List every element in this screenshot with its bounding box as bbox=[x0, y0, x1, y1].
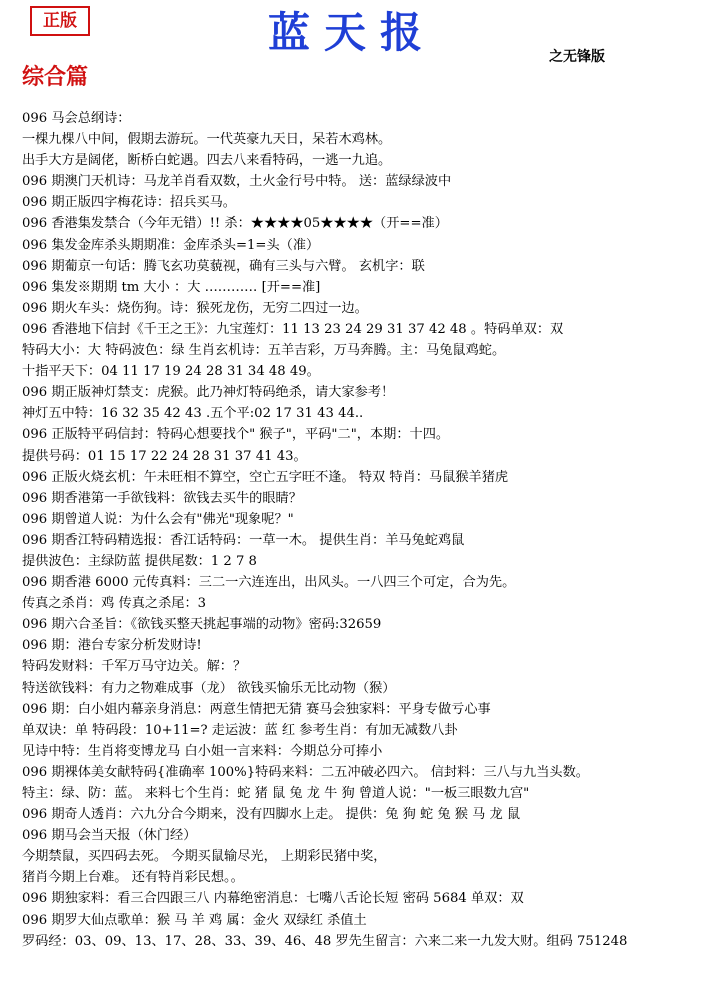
text-line: 传真之杀肖：鸡 传真之杀尾：3 bbox=[22, 596, 207, 612]
text-line: 096 期正版四字梅花诗：招兵买马。 bbox=[22, 195, 236, 211]
text-line: 十指平天下：04 11 17 19 24 28 31 34 48 49。 bbox=[22, 364, 320, 380]
authentic-stamp: 正版 bbox=[30, 6, 90, 36]
text-line: 096 正版特平码信封：特码心想要找个" 猴子"，平码"二"，本期：十四。 bbox=[22, 427, 450, 443]
text-line: 猪肖今期上台难。 还有特肖彩民想。。 bbox=[22, 870, 244, 886]
text-line: 提供号码：01 15 17 22 24 28 31 37 41 43。 bbox=[22, 448, 307, 464]
text-line: 096 集发金库杀头期期准：金库杀头=1=头（准） bbox=[22, 237, 320, 253]
edition-label: 之无锋版 bbox=[549, 49, 605, 65]
text-line: 单双诀：单 特码段：10+11=? 走运波：蓝 红 参考生肖：有加无减数八卦 bbox=[22, 722, 458, 738]
text-line: 096 期马会当天报（休门经） bbox=[22, 828, 197, 844]
text-line: 096 正版火烧玄机：午未旺相不算空，空亡五字旺不逢。 特双 特肖：马鼠猴羊猪虎 bbox=[22, 469, 509, 485]
text-line: 提供波色：主绿防蓝 提供尾数：1 2 7 8 bbox=[22, 553, 257, 569]
section-heading: 综合篇 bbox=[22, 64, 89, 90]
text-line: 特送欲钱料：有力之物难成事（龙） 欲钱买愉乐无比动物（猴） bbox=[22, 680, 396, 696]
text-line: 一棵九棵八中间，假期去游玩。一代英豪九天日，呆若木鸡林。 bbox=[22, 132, 392, 148]
page-title: 蓝天报 bbox=[267, 8, 436, 57]
text-line: 096 期：白小姐内幕亲身消息：两意生情把无猜 赛马会独家料：平身专做亏心事 bbox=[22, 701, 491, 717]
text-line: 096 期葡京一句话：腾飞玄功莫藐视，确有三头与六臂。 玄机字：联 bbox=[22, 258, 425, 274]
text-line: 神灯五中特：16 32 35 42 43 .五个平:02 17 31 43 44.. bbox=[22, 406, 364, 422]
content-lines bbox=[22, 108, 698, 952]
text-line: 096 期裸体美女献特码{准确率 100%}特码来料：二五冲破必四六。 信封料：三八与九当头数。 bbox=[22, 764, 589, 780]
text-line: 096 期独家料：看三合四跟三八 内幕绝密消息：七嘴八舌论长短 密码 5684 单双：双 bbox=[22, 891, 524, 907]
text-line: 096 集发※期期 tm 大小 ：大 ………… [开==准] bbox=[22, 279, 321, 295]
text-line: 096 香港地下信封《千王之王》：九宝莲灯：11 13 23 24 29 31 37 42 48 。特码单双：双 bbox=[22, 321, 564, 337]
text-line: 见诗中特：生肖将变博龙马 白小姐一言来料：今期总分可捧小 bbox=[22, 743, 383, 759]
text-line: 096 期：港台专家分析发财诗! bbox=[22, 638, 202, 654]
text-line: 096 期香江特码精选报：香江话特码：一草一木。 提供生肖：羊马兔蛇鸡鼠 bbox=[22, 532, 465, 548]
text-line: 特码发财料：千军万马守边关。解：？ bbox=[22, 659, 247, 675]
text-line: 096 期曾道人说：为什么会有"佛光"现象呢？" bbox=[22, 511, 294, 527]
text-line: 096 期香港 6000 元传真料：三二一六连连出，出风头。一八四三个可定，合为先。 bbox=[22, 575, 516, 591]
text-line: 096 期六合圣旨：《欲钱买整天挑起事端的动物》密码:32659 bbox=[22, 617, 382, 633]
text-line: 096 马会总纲诗： bbox=[22, 111, 131, 126]
text-line: 出手大方是阔佬，断桥白蛇遇。四去八来看特码，一逃一九追。 bbox=[22, 153, 392, 169]
text-line: 特码大小：大 特码波色：绿 生肖玄机诗：五羊吉彩，万马奔腾。主：马兔鼠鸡蛇。 bbox=[22, 343, 506, 359]
text-line: 096 期罗大仙点歌单：猴 马 羊 鸡 属：金火 双绿红 杀值土 bbox=[22, 912, 367, 928]
text-line: 今期禁鼠，买四码去死。 今期买鼠输尽光， 上期彩民猪中奖， bbox=[22, 849, 387, 865]
text-line: 096 期奇人透肖：六九分合今期来，没有四脚水上走。 提供：兔 狗 蛇 兔 猴 马 龙 鼠 bbox=[22, 807, 521, 823]
text-line: 096 期香港第一手欲钱料：欲钱去买牛的眼睛？ bbox=[22, 490, 302, 506]
text-line: 096 香港集发禁合（今年无错）!! 杀：★★★★05★★★★（开==准） bbox=[22, 216, 448, 232]
text-line: 096 期澳门天机诗：马龙羊肖看双数，土火金行号中特。 送：蓝绿绿波中 bbox=[22, 174, 452, 190]
text-line: 096 期正版神灯禁支：虎猴。此乃神灯特码绝杀，请大家参考！ bbox=[22, 385, 395, 401]
text-line: 096 期火车头：烧伤狗。诗：猴死龙伤，无穷二四过一边。 bbox=[22, 300, 368, 316]
text-line: 罗码经：03、09、13、17、28、33、39、46、48 罗先生留言：六来二来一九发大财。组码 751248 bbox=[22, 933, 628, 949]
text-line: 特主：绿、防：蓝。 来料七个生肖：蛇 猪 鼠 兔 龙 牛 狗 曾道人说："一板三眼数九宫" bbox=[22, 786, 530, 801]
